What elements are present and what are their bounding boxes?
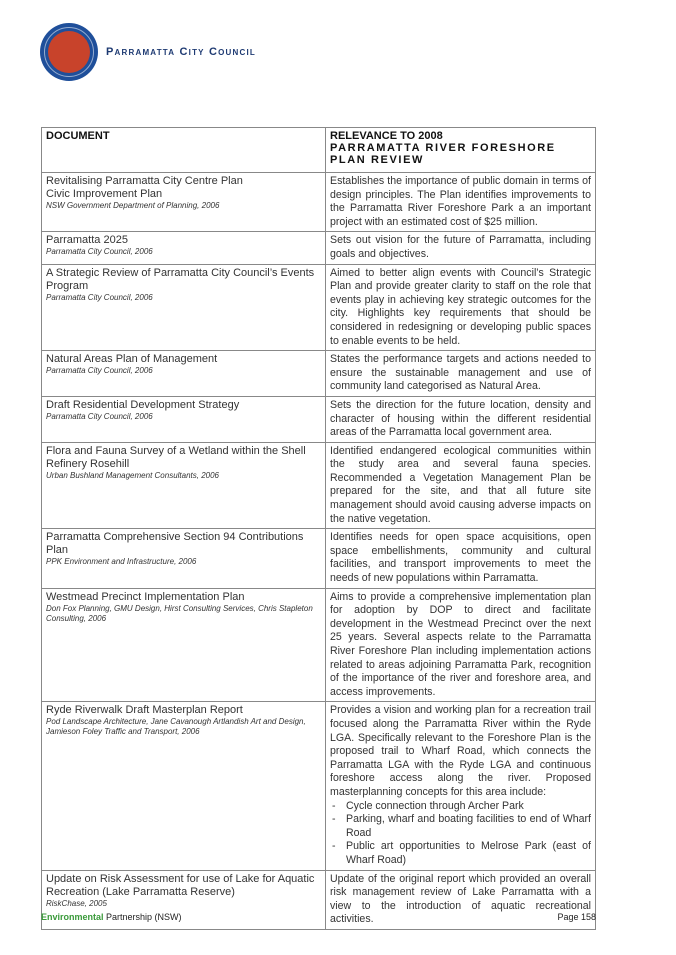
document-title: Revitalising Parramatta City Centre Plan Civic Improvement Plan: [46, 175, 243, 200]
council-logo: [40, 23, 98, 81]
page-number: Page 158: [557, 912, 596, 922]
document-title: Parramatta Comprehensive Section 94 Contributions Plan: [46, 531, 304, 557]
relevance-cell: [326, 396, 596, 442]
footer-brand: [41, 912, 182, 922]
relevance-cell: [326, 173, 596, 232]
relevance-cell: [326, 870, 596, 929]
document-title: Westmead Precinct Implementation Plan: [46, 590, 245, 603]
table-row: [42, 442, 596, 529]
document-cell: [42, 351, 326, 397]
document-source: Pod Landscape Architecture, Jane Cavanough Artlandish Art and Design, Jamieson Foley Traffic and Transport, 2006: [46, 717, 306, 737]
document-source: Parramatta City Council, 2006: [46, 366, 153, 376]
relevance-text: Establishes the importance of public domain in terms of design principles. The Plan identifies improvements to the Parramatta River Foreshore Park a an important project with an estimated cost of $25 million.: [330, 175, 591, 228]
relevance-cell: [326, 702, 596, 870]
document-cell: [42, 702, 326, 870]
bullet-item: - Cycle connection through Archer Park: [330, 800, 591, 814]
relevance-cell: [326, 264, 596, 351]
relevance-text: Sets out vision for the future of Parramatta, including goals and objectives.: [330, 234, 591, 260]
document-title: Flora and Fauna Survey of a Wetland within the Shell Refinery Rosehill: [46, 444, 306, 470]
bullet-item: - Parking, wharf and boating facilities to end of Wharf Road: [330, 813, 591, 840]
bullet-item: - Public art opportunities to Melrose Park (east of Wharf Road): [330, 840, 591, 867]
document-source: Parramatta City Council, 2006: [46, 292, 153, 302]
document-cell: [42, 588, 326, 702]
document-title: Update on Risk Assessment for use of Lake for Aquatic Recreation (Lake Parramatta Reserve): [46, 872, 315, 898]
org-name: Parramatta City Council: [106, 46, 256, 58]
document-cell: [42, 173, 326, 232]
table-row: [42, 351, 596, 397]
document-title: Natural Areas Plan of Management: [46, 353, 218, 366]
document-title: A Strategic Review of Parramatta City Council’s Events Program: [46, 266, 315, 292]
relevance-cell: [326, 588, 596, 702]
document-source: Parramatta City Council, 2006: [46, 411, 153, 421]
document-source: PPK Environment and Infrastructure, 2006: [46, 557, 197, 567]
relevance-cell: [326, 529, 596, 588]
document-title: Draft Residential Development Strategy: [46, 398, 240, 411]
document-source: Parramatta City Council, 2006: [46, 247, 153, 257]
document-source: Urban Bushland Management Consultants, 2006: [46, 470, 219, 480]
footer-brand-highlight: Environmental: [41, 912, 104, 922]
relevance-cell: [326, 232, 596, 264]
col-header-document: DOCUMENT: [42, 128, 326, 173]
table-row: [42, 264, 596, 351]
col-header-relevance-line1: RELEVANCE TO 2008: [330, 130, 443, 142]
relevance-cell: [326, 442, 596, 529]
header: [40, 22, 256, 82]
table-row: [42, 588, 596, 702]
relevance-text: Aims to provide a comprehensive implementation plan for adoption by DOP to direct and facilitate development in the Westmead Precinct over the next 25 years. Several aspects relate to the Parramatta River Foreshore Plan including implementation actions related to areas adjoining Parramatta Park, recognition of the importance of the river and foreshore area, and access improvements.: [330, 590, 591, 698]
relevance-text: Update of the original report which provided an overall risk management review of Lake Parramatta with a view to the introduction of aquatic recreational activities.: [330, 872, 591, 926]
table-row: [42, 702, 596, 870]
relevance-cell: [326, 351, 596, 397]
col-header-relevance-line2: PARRAMATTA RIVER FORESHORE PLAN REVIEW: [330, 142, 556, 166]
document-cell: [42, 264, 326, 351]
relevance-bullets: [330, 800, 591, 868]
document-cell: [42, 396, 326, 442]
relevance-text: Provides a vision and working plan for a recreation trail focused along the Parramatta River within the Ryde LGA. Specifically relevant to the Foreshore Plan is the proposed trail to Wharf Road, which connects the Parramatta LGA with the Ryde LGA and continuous foreshore access along the river. Proposed masterplanning concepts for this area include:: [330, 704, 591, 798]
table-header-row: [42, 128, 596, 173]
document-title: Parramatta 2025: [46, 234, 128, 247]
relevance-text: Identified endangered ecological communities within the study area and several fauna species. Recommended a Vegetation Management Plan be prepared for the site, and that all future site management should avoid causing adverse impacts on the native vegetation.: [330, 444, 591, 525]
document-source: NSW Government Department of Planning, 2006: [46, 201, 220, 210]
table-row: [42, 396, 596, 442]
table-row: [42, 173, 596, 232]
col-header-relevance: [326, 128, 596, 173]
document-table: [41, 127, 596, 930]
document-source: RiskChase, 2005: [46, 898, 107, 908]
relevance-text: Identifies needs for open space acquisitions, open space embellishments, community and cultural facilities, and transport improvements to meet the needs of new populations within Parramatta.: [330, 531, 591, 585]
document-title: Ryde Riverwalk Draft Masterplan Report: [46, 704, 243, 717]
table-row: [42, 232, 596, 264]
relevance-text: States the performance targets and actions needed to ensure the sustainable management and use of community land categorised as Natural Area.: [330, 353, 591, 393]
table-row: [42, 529, 596, 588]
document-source: Don Fox Planning, GMU Design, Hirst Consulting Services, Chris Stapleton Consulting, 2006: [46, 603, 313, 623]
relevance-text: Sets the direction for the future location, density and character of housing within the different residential areas of the Parramatta local government area.: [330, 398, 591, 439]
document-cell: [42, 232, 326, 264]
relevance-text: Aimed to better align events with Council’s Strategic Plan and provide greater clarity to staff on the role that events play in achieving key strategic outcomes for the city. Highlights key requirements that should be considered in redesigning or developing public spaces to enable events to be held.: [330, 266, 591, 347]
footer-brand-rest: Partnership (NSW): [103, 912, 182, 922]
document-cell: [42, 442, 326, 529]
document-cell: [42, 529, 326, 588]
